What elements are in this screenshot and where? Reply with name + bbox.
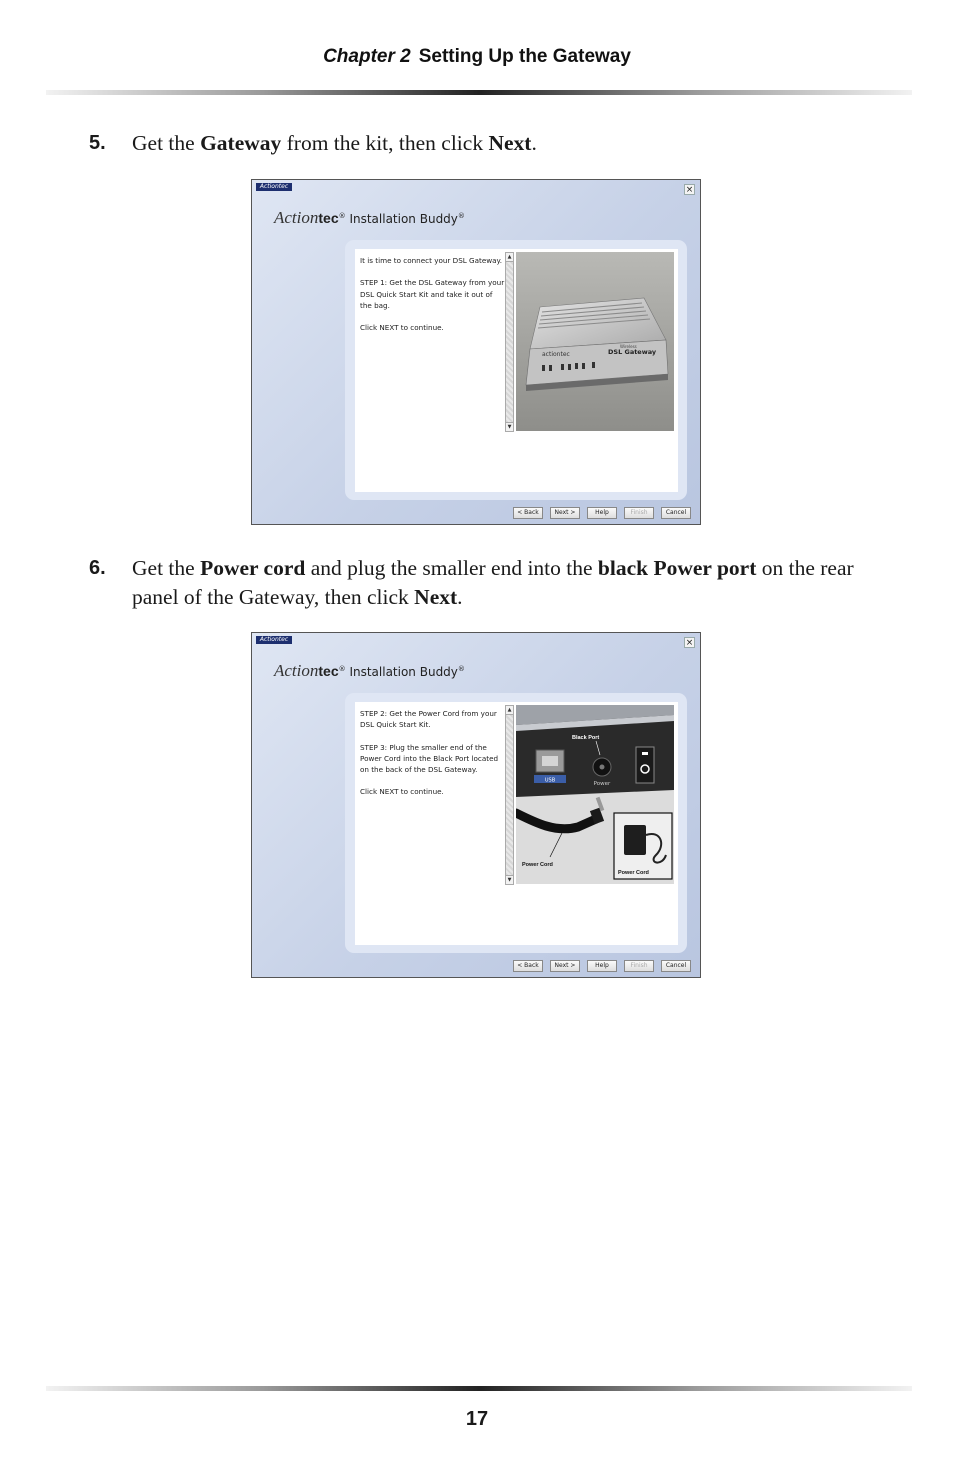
- page-number: 17: [465, 1408, 489, 1430]
- cancel-button[interactable]: Cancel: [661, 507, 691, 519]
- content-area: [355, 702, 678, 945]
- content-panel: [345, 240, 687, 500]
- installation-buddy-dialog-2: [251, 632, 701, 978]
- device-sub-text: Wireless: [620, 344, 637, 349]
- actiontec-logo: Actiontec: [274, 208, 339, 227]
- content-area: [355, 249, 678, 492]
- scroll-up-arrow-icon[interactable]: ▲: [507, 254, 512, 260]
- black-port-label: Black Port: [572, 735, 600, 741]
- header-rule: [46, 90, 912, 95]
- back-button[interactable]: < Back: [513, 960, 543, 972]
- power-cord-photo: [516, 705, 674, 884]
- text-scrollbar[interactable]: [505, 705, 514, 885]
- step-text: Get the Power cord and plug the smaller end into the black Power port on the rear panel of the Gateway, then click Next.: [132, 556, 854, 609]
- finish-button[interactable]: Finish: [624, 960, 654, 972]
- title-bar: [252, 180, 700, 194]
- text-scrollbar[interactable]: [505, 252, 514, 432]
- step-5: [89, 129, 859, 158]
- footer-rule: [46, 1386, 912, 1391]
- help-button[interactable]: Help: [587, 960, 617, 972]
- usb-label: USB: [544, 777, 556, 784]
- back-button[interactable]: < Back: [513, 507, 543, 519]
- help-button[interactable]: Help: [587, 507, 617, 519]
- actiontec-small-logo: Actiontec: [256, 183, 292, 191]
- cancel-button[interactable]: Cancel: [661, 960, 691, 972]
- device-label-text: DSL Gateway: [608, 348, 657, 356]
- chapter-title: Setting Up the Gateway: [418, 46, 631, 67]
- scroll-down-arrow-icon[interactable]: ▼: [507, 877, 512, 883]
- dialog-title: Installation Buddy: [349, 212, 458, 226]
- dialog-brand: Actiontec® Installation Buddy®: [274, 661, 465, 680]
- next-button[interactable]: Next >: [550, 507, 580, 519]
- dialog-brand: Actiontec® Installation Buddy®: [274, 208, 465, 227]
- power-cord-label: Power Cord: [522, 862, 553, 868]
- close-button[interactable]: ×: [685, 638, 694, 648]
- gateway-photo: [516, 252, 674, 431]
- device-brand-text: actiontec: [542, 351, 570, 358]
- step-number: 6.: [89, 557, 106, 579]
- scroll-up-arrow-icon[interactable]: ▲: [507, 707, 512, 713]
- next-button[interactable]: Next >: [550, 960, 580, 972]
- wizard-buttons: [252, 507, 700, 520]
- finish-button[interactable]: Finish: [624, 507, 654, 519]
- wizard-buttons: [252, 960, 700, 973]
- dialog-title: Installation Buddy: [349, 665, 458, 679]
- instruction-text: It is time to connect your DSL Gateway. STEP 1: Get the DSL Gateway from your DSL Quick Start Kit and take it out of the bag. Click NEXT to continue.: [360, 256, 505, 333]
- step-6: [89, 554, 859, 612]
- actiontec-logo: Actiontec: [274, 661, 339, 680]
- running-header: [0, 46, 954, 68]
- content-panel: [345, 693, 687, 953]
- chapter-label: Chapter 2: [323, 46, 411, 67]
- step-number: 5.: [89, 132, 106, 154]
- scroll-down-arrow-icon[interactable]: ▼: [507, 424, 512, 430]
- close-button[interactable]: ×: [685, 185, 694, 195]
- power-cord-inset-label: Power Cord: [618, 870, 649, 876]
- actiontec-small-logo: Actiontec: [256, 636, 292, 644]
- step-text: Get the Gateway from the kit, then click Next.: [132, 131, 537, 155]
- installation-buddy-dialog-1: [251, 179, 701, 525]
- instruction-text: STEP 2: Get the Power Cord from your DSL Quick Start Kit. STEP 3: Plug the smaller end of the Power Cord into the Black Port located on the back of the DSL Gateway. Click NEXT to continue.: [360, 709, 499, 797]
- title-bar: [252, 633, 700, 647]
- power-port-label: Power: [593, 781, 611, 787]
